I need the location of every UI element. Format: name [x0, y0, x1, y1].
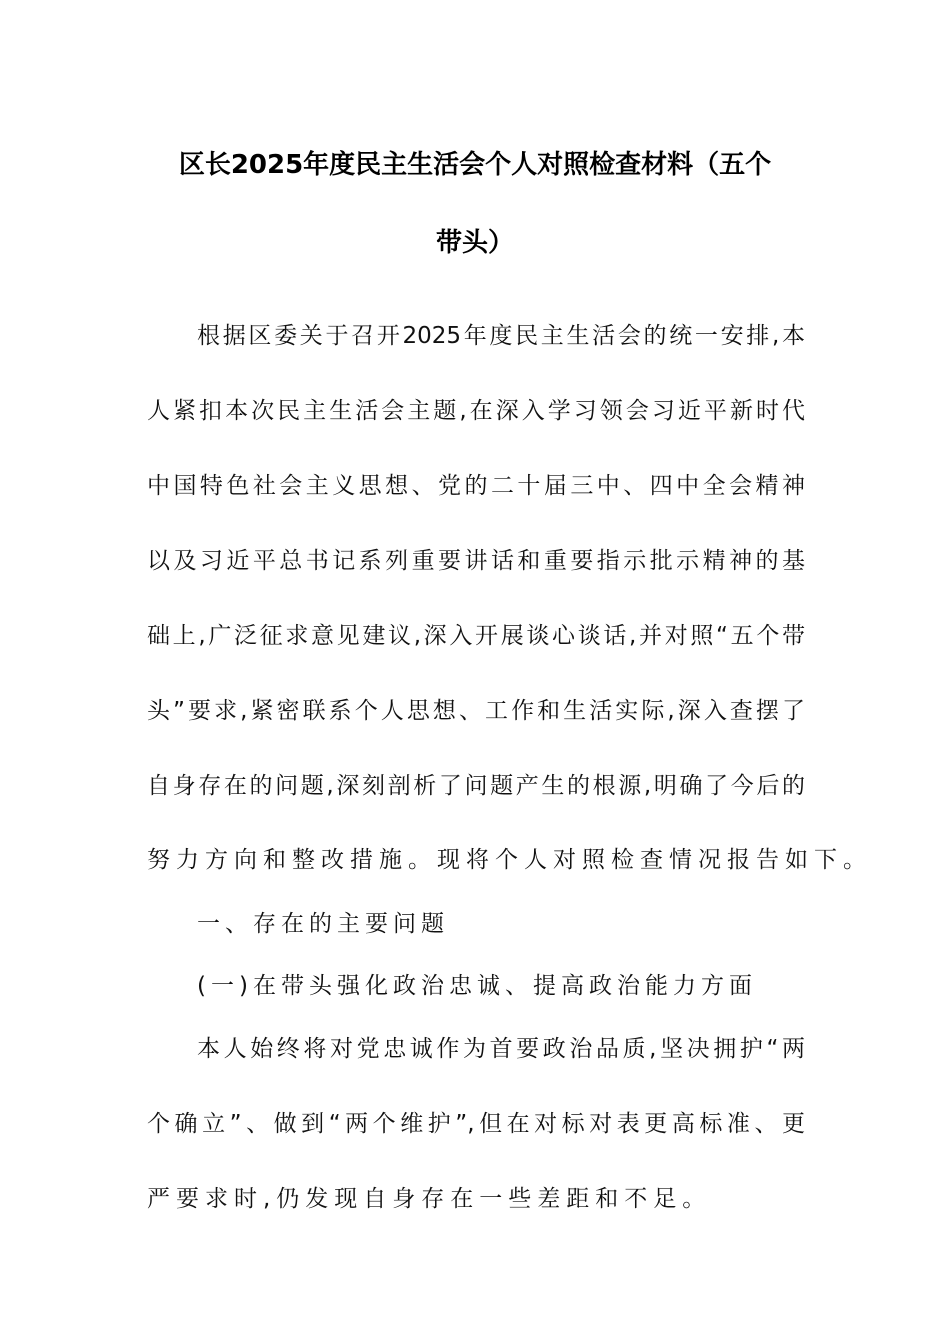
subsection-heading: (一)在带头强化政治忠诚、提高政治能力方面	[197, 973, 757, 999]
paragraph-line: 本人始终将对党忠诚作为首要政治品质,坚决拥护“两	[197, 1036, 805, 1062]
paragraph-line: 根据区委关于召开2025年度民主生活会的统一安排,本	[197, 323, 805, 349]
paragraph-line: 人紧扣本次民主生活会主题,在深入学习领会习近平新时代	[147, 398, 805, 424]
paragraph-line: 个确立”、做到“两个维护”,但在对标对表更高标准、更	[147, 1111, 805, 1137]
document-title-line-1: 区长2025年度民主生活会个人对照检查材料（五个	[178, 150, 772, 180]
paragraph-line: 中国特色社会主义思想、党的二十届三中、四中全会精神	[147, 473, 805, 499]
paragraph-line: 严要求时,仍发现自身存在一些差距和不足。	[147, 1186, 712, 1212]
document-title-line-2: 带头）	[435, 228, 514, 258]
section-heading: 一、存在的主要问题	[197, 911, 449, 937]
paragraph-line: 础上,广泛征求意见建议,深入开展谈心谈话,并对照“五个带	[147, 623, 805, 649]
paragraph-line: 头”要求,紧密联系个人思想、工作和生活实际,深入查摆了	[147, 698, 805, 724]
paragraph-line: 努力方向和整改措施。现将个人对照检查情况报告如下。	[147, 847, 872, 873]
paragraph-line: 以及习近平总书记系列重要讲话和重要指示批示精神的基	[147, 548, 805, 574]
paragraph-line: 自身存在的问题,深刻剖析了问题产生的根源,明确了今后的	[147, 773, 805, 799]
